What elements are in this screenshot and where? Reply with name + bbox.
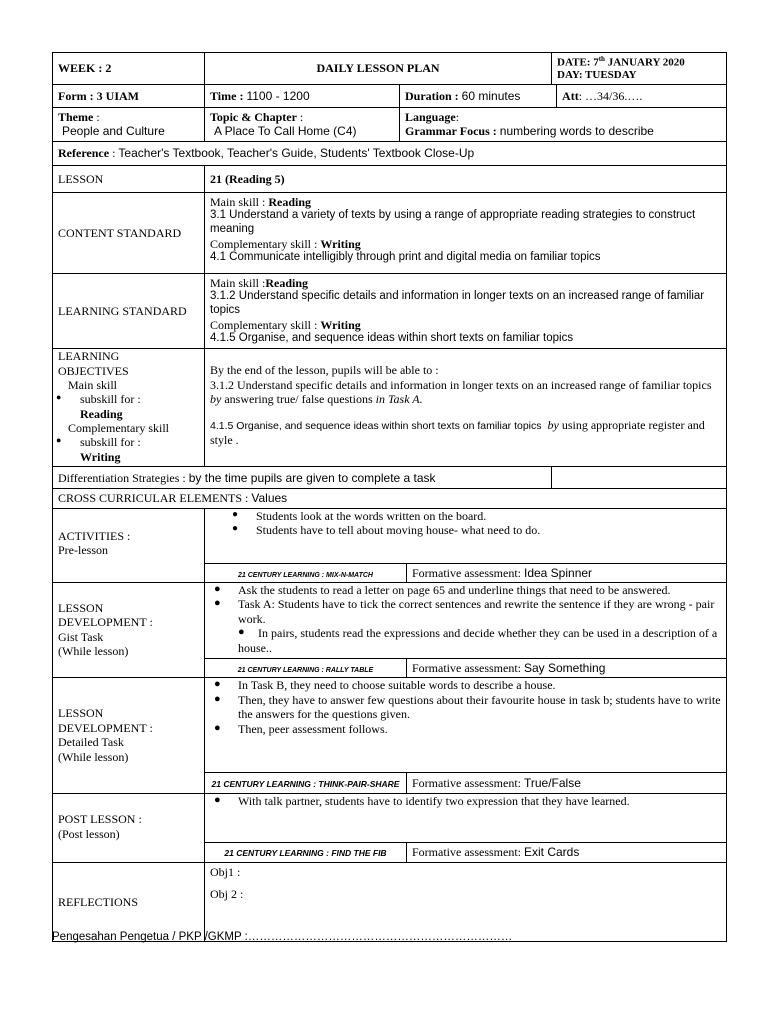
learning-standard-cell: Main skill :Reading 3.1.2 Understand specific details and information in longer texts on an increased range of familiar topics Complementary skill : Writing 4.1.5 Organise, and sequence ideas within short texts on familiar topics — [205, 273, 727, 348]
grammar-value: numbering words to describe — [499, 124, 654, 139]
learning-comp-skill: Writing — [320, 317, 361, 332]
differentiation-label: Differentiation Strategies : — [58, 470, 189, 485]
lesson-row — [53, 165, 727, 192]
objectives-main-subskill-item: ● subskill for : Reading — [28, 392, 199, 421]
language-label: Language — [405, 109, 456, 124]
gist-cell — [205, 583, 727, 659]
objectives-comp-subskill-list — [28, 435, 199, 464]
time-value: 1100 - 1200 — [246, 88, 310, 103]
objectives-intro: By the end of the lesson, pupils will be able to : — [210, 363, 439, 378]
reference-label: Reference — [58, 146, 110, 161]
detailed-item: ● Then, peer assessment follows. — [210, 722, 721, 736]
detailed-cell — [205, 678, 727, 773]
att-value: : …34/36.…. — [578, 88, 643, 103]
activities-century: 21 CENTURY LEARNING : MIX-N-MATCH — [238, 571, 373, 579]
differentiation-value: by the time pupils are given to complete a task — [188, 470, 436, 485]
content-comp-text: 4.1 Communicate intelligibly through print and digital media on familiar topics — [210, 251, 601, 264]
reflections-label: REFLECTIONS — [53, 862, 205, 941]
header-row-week — [53, 53, 727, 85]
lesson-plan — [52, 52, 726, 942]
objectives-comp-subskill-item: ● subskill for : Writing — [28, 435, 199, 464]
detailed-century: 21 CENTURY LEARNING : THINK-PAIR-SHARE — [211, 779, 400, 790]
lesson-label: LESSON — [53, 165, 205, 192]
title-cell — [205, 53, 552, 85]
detailed-label-cell: LESSON DEVELOPMENT : Detailed Task (While lesson) — [53, 678, 205, 794]
week-cell — [53, 53, 205, 85]
activities-assessment-value: Idea Spinner — [523, 565, 593, 580]
gist-assessment-cell: Formative assessment: Say Something — [407, 659, 727, 678]
plan-title: DAILY LESSON PLAN — [316, 61, 440, 76]
header-row-form — [53, 84, 727, 107]
activities-list — [210, 509, 721, 538]
gist-item: ● Task A: Students have to tick the correct sentences and rewrite the sentence if they are wrong - pair work. — [210, 597, 721, 626]
post-sublabel: (Post lesson) — [58, 826, 120, 841]
objectives-cell — [205, 349, 727, 467]
activities-row — [53, 508, 727, 563]
objective-1: 3.1.2 Understand specific details and information in longer texts on an increased range of familiar topics by answering true/ false questions in Task A. — [210, 377, 712, 406]
activities-century-cell — [205, 563, 407, 582]
learning-main-skill: Reading — [265, 275, 309, 290]
reflection-obj1: Obj1 : — [210, 864, 241, 879]
cross-curricular-cell — [53, 489, 727, 508]
reference-value: Teacher's Textbook, Teacher's Guide, Students' Textbook Close-Up — [118, 146, 475, 161]
time-label: Time : — [210, 88, 247, 103]
post-label-cell — [53, 794, 205, 862]
detailed-item: ● In Task B, they need to choose suitable words to describe a house. — [210, 678, 721, 692]
reflections-row — [53, 862, 727, 941]
topic-label: Topic & Chapter — [210, 109, 297, 124]
learning-standard-row — [53, 273, 727, 348]
reflection-obj2: Obj 2 : — [210, 887, 244, 902]
content-main-text: 3.1 Understand a variety of texts by using a range of appropriate reading strategies to construct meaning — [210, 209, 696, 236]
activities-label: ACTIVITIES : — [58, 528, 131, 543]
duration-cell — [400, 84, 557, 107]
differentiation-cell — [53, 467, 552, 489]
date-cell — [552, 53, 727, 85]
approval-footer: Pengesahan Pengetua / PKP /GKMP :…………………………………………………………… — [52, 931, 513, 943]
post-row — [53, 794, 727, 843]
post-list — [210, 794, 721, 808]
objectives-main-subskill-list — [28, 392, 199, 421]
objective-2: 4.1.5 Organise, and sequence ideas within short texts on familiar topics by using appropriate register and style . — [210, 418, 705, 447]
activities-item: ● Students have to tell about moving house- what need to do. — [224, 523, 721, 537]
activities-sublabel: Pre-lesson — [58, 543, 108, 558]
detailed-assessment-cell: Formative assessment: True/False — [407, 773, 727, 794]
gist-label-cell: LESSON DEVELOPMENT : Gist Task (While lesson) — [53, 583, 205, 678]
post-item: ● With talk partner, students have to identify two expression that they have learned. — [210, 794, 721, 808]
reflections-cell — [205, 862, 727, 941]
att-cell — [557, 84, 727, 107]
detailed-century-cell — [205, 773, 407, 794]
objectives-comp-skill: Complementary skill — [68, 421, 169, 436]
activities-cell — [205, 508, 727, 563]
detailed-assessment-value: True/False — [523, 776, 581, 791]
duration-label: Duration : — [405, 88, 462, 103]
post-label: POST LESSON : — [58, 812, 142, 827]
cross-curricular-row — [53, 489, 727, 508]
post-century-cell — [205, 843, 407, 862]
differentiation-row — [53, 467, 727, 489]
form-cell — [53, 84, 205, 107]
lesson-value: 21 (Reading 5) — [205, 165, 727, 192]
post-assessment-value: Exit Cards — [523, 845, 580, 860]
att-label: Att — [562, 88, 579, 103]
topic-value: A Place To Call Home (C4) — [214, 124, 357, 139]
topic-cell: Topic & Chapter : A Place To Call Home (C4) — [205, 107, 400, 141]
detailed-item: ● Then, they have to answer few questions about their favourite house in task b; students have to write the answers for the questions given. — [210, 693, 721, 722]
post-century: 21 CENTURY LEARNING : FIND THE FIB — [224, 848, 387, 859]
reference-row — [53, 141, 727, 165]
time-cell — [205, 84, 400, 107]
grammar-label: Grammar Focus : — [405, 124, 500, 139]
gist-assessment-value: Say Something — [523, 661, 606, 676]
differentiation-empty — [552, 467, 727, 489]
objectives-main-skill: Main skill — [68, 377, 118, 392]
post-cell — [205, 794, 727, 843]
week: WEEK : 2 — [58, 61, 112, 76]
theme-label: Theme — [58, 109, 94, 124]
form: Form : 3 UIAM — [58, 88, 139, 103]
theme-cell: Theme : People and Culture — [53, 107, 205, 141]
learning-comp-text: 4.1.5 Organise, and sequence ideas within short texts on familiar topics — [210, 332, 574, 345]
objectives-label: LEARNING OBJECTIVES — [58, 349, 129, 378]
content-comp-skill: Writing — [320, 236, 361, 251]
gist-century: 21 CENTURY LEARNING : RALLY TABLE — [237, 667, 374, 675]
lesson-plan-table — [52, 52, 727, 942]
content-standard-label: CONTENT STANDARD — [53, 192, 205, 273]
gist-century-cell — [205, 659, 407, 678]
detailed-list — [210, 678, 721, 736]
activities-label-cell — [53, 508, 205, 582]
objectives-label-cell — [53, 349, 205, 467]
detailed-row — [53, 678, 727, 773]
post-assessment-cell: Formative assessment: Exit Cards — [407, 843, 727, 862]
learning-standard-label: LEARNING STANDARD — [53, 273, 205, 348]
objectives-row — [53, 349, 727, 467]
content-standard-cell: Main skill : Reading 3.1 Understand a variety of texts by using a range of appropriate reading strategies to construct meaning Complementary skill : Writing 4.1 Communicate intelligibly through print and digital media on familiar topics — [205, 192, 727, 273]
gist-item-3: ● In pairs, students read the expressions and decide whether they can be used in a description of a house.. — [238, 626, 718, 655]
cross-curricular-label: CROSS CURRICULAR ELEMENTS : — [58, 491, 252, 506]
cross-curricular-value: Values — [251, 491, 288, 506]
activities-item: ● Students look at the words written on the board. — [224, 509, 721, 523]
theme-value: People and Culture — [62, 124, 165, 139]
date: DATE: 7th JANUARY 2020 — [557, 55, 685, 69]
content-main-skill: Reading — [268, 194, 312, 209]
activities-assessment-cell: Formative assessment: Idea Spinner — [407, 563, 727, 582]
gist-list — [210, 583, 721, 626]
gist-row — [53, 583, 727, 659]
duration-value: 60 minutes — [461, 88, 521, 103]
header-row-theme — [53, 107, 727, 141]
learning-main-text: 3.1.2 Understand specific details and information in longer texts on an increased range of familiar topics — [210, 290, 705, 317]
content-standard-row — [53, 192, 727, 273]
gist-item: ● Ask the students to read a letter on page 65 and underline things that need to be answered. — [210, 583, 721, 597]
day: DAY: TUESDAY — [557, 69, 637, 82]
language-cell: Language: Grammar Focus : numbering words to describe — [400, 107, 727, 141]
reference-cell: Reference : Teacher's Textbook, Teacher's Guide, Students' Textbook Close-Up — [53, 141, 727, 165]
